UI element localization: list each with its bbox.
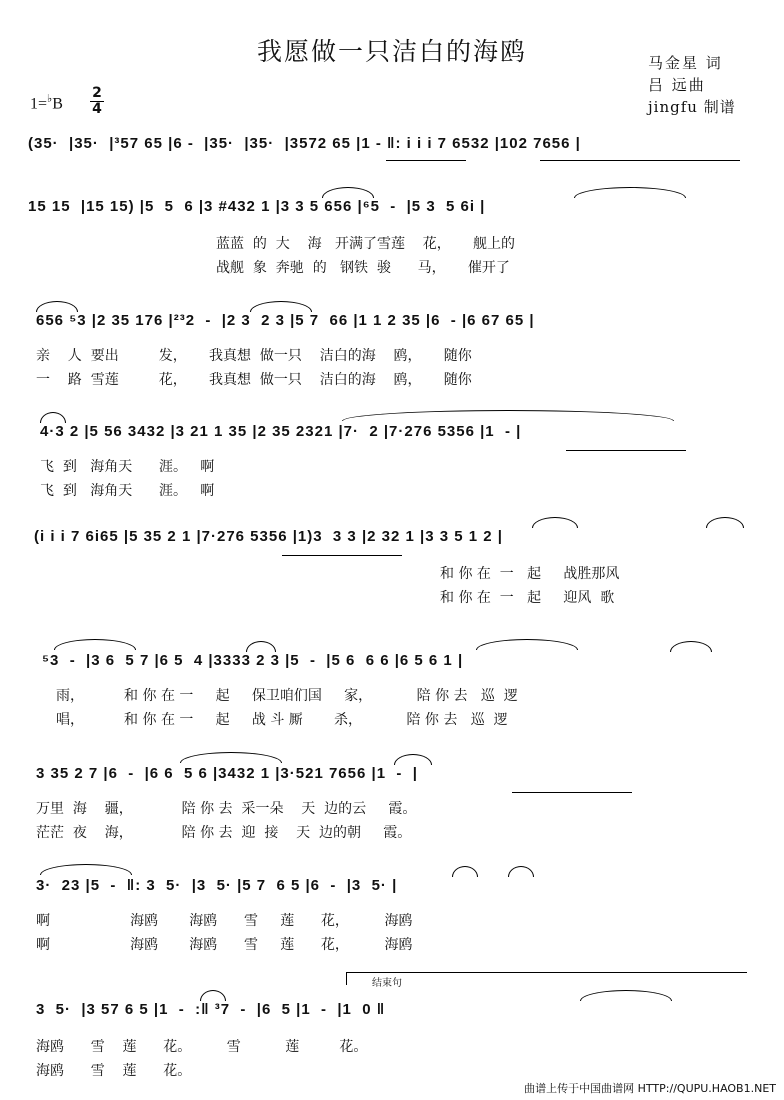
lyric-verse-2: 和 你 在 一 起 迎风 歌 bbox=[440, 590, 615, 606]
lyric-verse-2: 唱， 和 你 在 一 起 战 斗 厮 杀， 陪 你 去 巡 逻 bbox=[56, 712, 508, 728]
slur bbox=[200, 990, 226, 1001]
lyricist-credit: 马金星 词 bbox=[648, 54, 723, 72]
time-top: 2 bbox=[92, 85, 102, 101]
slur bbox=[250, 301, 312, 312]
lyric-verse-1: 啊 海鸥 海鸥 雪 莲 花， 海鸥 bbox=[36, 913, 413, 929]
lyric-verse-2: 茫茫 夜 海， 陪 你 去 迎 接 天 边的朝 霞。 bbox=[36, 825, 412, 841]
slur bbox=[670, 641, 712, 652]
lyric-verse-2: 一 路 雪莲 花， 我真想 做一只 洁白的海 鸥， 随你 bbox=[36, 372, 472, 388]
lyric-verse-2: 海鸥 雪 莲 花。 bbox=[36, 1063, 192, 1079]
lyric-verse-1: 雨， 和 你 在 一 起 保卫咱们国 家， 陪 你 去 巡 逻 bbox=[56, 688, 518, 704]
slur bbox=[36, 301, 78, 312]
lyric-verse-2: 战舰 象 奔驰 的 钢铁 骏 马， 催开了 bbox=[216, 260, 510, 276]
lyric-verse-1: 蓝蓝 的 大 海 开满了雪莲 花， 舰上的 bbox=[216, 236, 516, 252]
notation-line: 3 35 2 7 |6 - |6 6 5 6 |3432 1 |3·521 7656 |1 - | bbox=[36, 765, 418, 782]
slur bbox=[532, 517, 578, 528]
lyric-verse-1: 海鸥 雪 莲 花。 雪 莲 花。 bbox=[36, 1039, 368, 1055]
slur bbox=[706, 517, 744, 528]
key-signature bbox=[30, 92, 63, 113]
slur bbox=[508, 866, 534, 877]
lyric-verse-1: 飞 到 海角天 涯。 啊 bbox=[40, 459, 215, 475]
slur bbox=[394, 754, 432, 765]
slur bbox=[342, 410, 674, 421]
lyric-verse-1: 和 你 在 一 起 战胜那风 bbox=[440, 566, 620, 582]
notation-line: 15 15 |15 15) |5 5 6 |3 #432 1 |3 3 5 656 |⁶5 - |5 3 5 6i | bbox=[28, 198, 486, 215]
flat-sign: ♭ bbox=[47, 93, 53, 105]
song-title: 我愿做一只洁白的海鸥 bbox=[256, 37, 527, 66]
transcriber-credit: jingfu 制谱 bbox=[648, 98, 736, 116]
slur bbox=[54, 639, 136, 650]
lyric-verse-2: 啊 海鸥 海鸥 雪 莲 花， 海鸥 bbox=[36, 937, 413, 953]
lyric-verse-1: 亲 人 要出 发， 我真想 做一只 洁白的海 鸥， 随你 bbox=[36, 348, 472, 364]
slur bbox=[322, 187, 374, 198]
notation-line: (35· |35· |³57 65 |6 - |35· |35· |3572 65 |1 - ‖: i i i 7 6532 |102 7656 | bbox=[28, 135, 581, 152]
ending-bracket bbox=[346, 972, 747, 985]
lyric-verse-1: 万里 海 疆， 陪 你 去 采一朵 天 边的云 霞。 bbox=[36, 801, 417, 817]
notation-line: 3 5· |3 57 6 5 |1 - :‖ ³7 - |6 5 |1 - |1 0 ‖ bbox=[36, 1001, 386, 1018]
slur bbox=[574, 187, 686, 198]
slur bbox=[180, 752, 282, 763]
beam bbox=[282, 555, 402, 556]
key-note: B bbox=[52, 95, 63, 113]
notation-line: ⁵3 - |3 6 5 7 |6 5 4 |3333 2 3 |5 - |5 6 6 6 |6 5 6 1 | bbox=[42, 652, 464, 669]
notation-line: 3· 23 |5 - ‖: 3 5· |3 5· |5 7 6 5 |6 - |3 5· | bbox=[36, 877, 398, 894]
slur bbox=[40, 864, 132, 875]
time-signature bbox=[90, 86, 104, 117]
notation-line: 4·3 2 |5 56 3432 |3 21 1 35 |2 35 2321 |7· 2 |7·276 5356 |1 - | bbox=[40, 423, 522, 440]
composer-credit: 吕 远曲 bbox=[648, 76, 706, 94]
beam bbox=[512, 792, 632, 793]
slur bbox=[40, 412, 66, 423]
beam bbox=[566, 450, 686, 451]
beam bbox=[540, 160, 740, 161]
lyric-verse-2: 飞 到 海角天 涯。 啊 bbox=[40, 483, 215, 499]
time-bottom: 4 bbox=[92, 101, 102, 117]
key-label: 1= bbox=[30, 95, 48, 113]
slur bbox=[246, 641, 276, 652]
watermark-footer: 曲谱上传于中国曲谱网 HTTP://QUPU.HAOB1.NET bbox=[524, 1082, 776, 1095]
slur bbox=[580, 990, 672, 1001]
slur bbox=[476, 639, 578, 650]
notation-line: (i i i 7 6i65 |5 35 2 1 |7·276 5356 |1)3 3 3 |2 32 1 |3 3 5 1 2 | bbox=[34, 528, 503, 545]
beam bbox=[386, 160, 466, 161]
ending-label: 结束句 bbox=[372, 978, 402, 989]
slur bbox=[452, 866, 478, 877]
notation-line: 656 ⁵3 |2 35 176 |²³2 - |2 3 2 3 |5 7 66 |1 1 2 35 |6 - |6 67 65 | bbox=[36, 312, 535, 329]
